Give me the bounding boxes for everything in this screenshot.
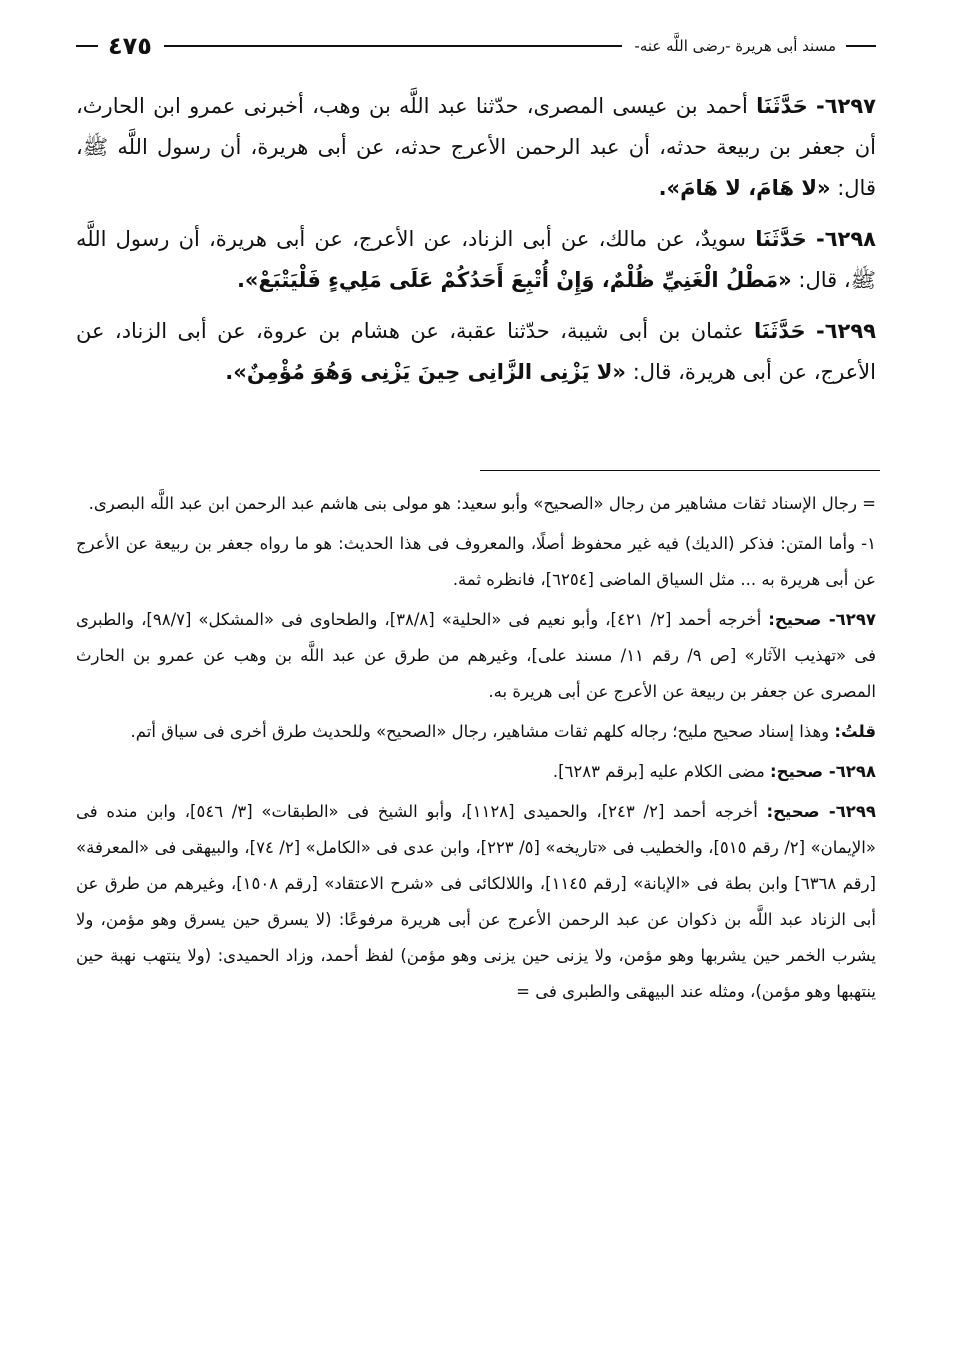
footnote-6298 — [76, 754, 876, 790]
hadith-quote: «لا يَزْنِى الزَّانِى حِينَ يَزْنِى وَهُوَ مُؤْمِنٌ». — [225, 360, 626, 384]
hadith-body: سويدٌ، عن مالك، عن أبى الزناد، عن الأعرج، عن أبى هريرة، أن رسول اللَّه ﷺ، قال: — [76, 227, 876, 292]
footnote-label: ٦٢٩٧- صحيح: — [768, 610, 876, 629]
footnote-text: أخرجه أحمد [٢/ ٢٤٣]، والحميدى [١١٢٨]، وأبو الشيخ فى «الطبقات» [٣/ ٥٤٦]، وابن منده فى «الإيمان» [٢/ رقم ٥١٥]، والخطيب فى «تاريخه» [٥/ ٢٢٣]، وابن عدى فى «الكامل» [٢/ ٧٤]، والبيهقى فى «المعرفة» [رقم ٦٣٦٨] وابن بطة فى «الإبانة» [رقم ١١٤٥]، واللالكائى فى «شرح الاعتقاد» [رقم ١٥٠٨]، وغيرهم من طرق عن أبى الزناد عبد اللَّه بن ذكوان عن عبد الرحمن الأعرج عن أبى هريرة مرفوعًا: (لا يسرق حين يسرق وهو مؤمن، ولا يشرب الخمر حين يشربها وهو مؤمن، ولا يزنى حين يزنى وهو مؤمن) لفظ أحمد، وزاد الحميدى: (ولا ينتهب نهبة حين ينتهبها وهو مؤمن)، ومثله عند البيهقى والطبرى فى = — [76, 802, 876, 1001]
header-dash-right — [846, 45, 876, 47]
page-number: ٤٧٥ — [108, 32, 152, 60]
footnote-separator — [480, 470, 880, 471]
main-text — [76, 86, 876, 403]
hadith-lead: حَدَّثَنَا — [755, 227, 807, 251]
hadith-6298 — [76, 219, 876, 301]
hadith-number: ٦٢٩٨- — [815, 227, 876, 251]
footnotes — [76, 486, 876, 1014]
footnote-6297 — [76, 602, 876, 710]
running-title: مسند أبى هريرة -رضى اللَّه عنه- — [634, 37, 836, 55]
footnote-text: ١- وأما المتن: فذكر (الديك) فيه غير محفوظ أصلًا، والمعروف فى هذا الحديث: هو ما رواه جعفر بن ربيعة عن الأعرج عن أبى هريرة به ... مثل السياق الماضى [٦٢٥٤]، فانظره ثمة. — [76, 534, 876, 589]
footnote-label: ٦٢٩٩- صحيح: — [766, 802, 876, 821]
hadith-lead: حَدَّثَنَا — [753, 319, 806, 343]
page-header — [76, 30, 876, 62]
hadith-number: ٦٢٩٩- — [816, 319, 876, 343]
hadith-quote: «مَطْلُ الْغَنِيِّ ظُلْمٌ، وَإِنْ أُتْبِعَ أَحَدُكُمْ عَلَى مَلِيءٍ فَلْيَتْبَعْ». — [236, 268, 792, 292]
hadith-quote: «لا هَامَ، لا هَامَ». — [658, 176, 831, 200]
footnote-label: ٦٢٩٨- صحيح: — [770, 762, 876, 781]
footnote-6299 — [76, 794, 876, 1010]
hadith-6297 — [76, 86, 876, 209]
footnote-continuation — [76, 486, 876, 522]
header-dash-left — [76, 45, 98, 47]
hadith-body: أحمد بن عيسى المصرى، حدّثنا عبد اللَّه بن وهب، أخبرنى عمرو ابن الحارث، أن جعفر بن ربيعة حدثه، أن عبد الرحمن الأعرج حدثه، عن أبى هريرة، أن رسول اللَّه ﷺ، قال: — [76, 94, 876, 200]
hadith-body: عثمان بن أبى شيبة، حدّثنا عقبة، عن هشام بن عروة، عن أبى الزناد، عن الأعرج، عن أبى هريرة، قال: — [76, 319, 876, 384]
footnote-text: مضى الكلام عليه [برقم ٦٢٨٣]. — [552, 762, 765, 781]
header-rule — [164, 45, 622, 47]
hadith-lead: حَدَّثَنَا — [756, 94, 808, 118]
footnote-text: أخرجه أحمد [٢/ ٤٢١]، وأبو نعيم فى «الحلية» [٣٨/٨]، والطحاوى فى «المشكل» [٩٨/٧]، والطبرى فى «تهذيب الآثار» [ص ٩/ رقم ١١/ مسند على]، وغيرهم من طرق عن عبد اللَّه بن وهب عن عمرو بن الحارث المصرى عن جعفر بن ربيعة عن الأعرج عن أبى هريرة به. — [76, 610, 877, 701]
footnote-text: وهذا إسناد صحيح مليح؛ رجاله كلهم ثقات مشاهير، رجال «الصحيح» وللحديث طرق أخرى فى سياق أتم. — [130, 722, 830, 741]
footnote-label: قلتُ: — [834, 722, 876, 741]
footnote-text: = رجال الإسناد ثقات مشاهير من رجال «الصحيح» وأبو سعيد: هو مولى بنى هاشم عبد الرحمن ابن عبد اللَّه البصرى. — [88, 494, 876, 513]
footnote-comment — [76, 714, 876, 750]
hadith-6299 — [76, 311, 876, 393]
footnote-1 — [76, 526, 876, 598]
hadith-number: ٦٢٩٧- — [815, 94, 876, 118]
